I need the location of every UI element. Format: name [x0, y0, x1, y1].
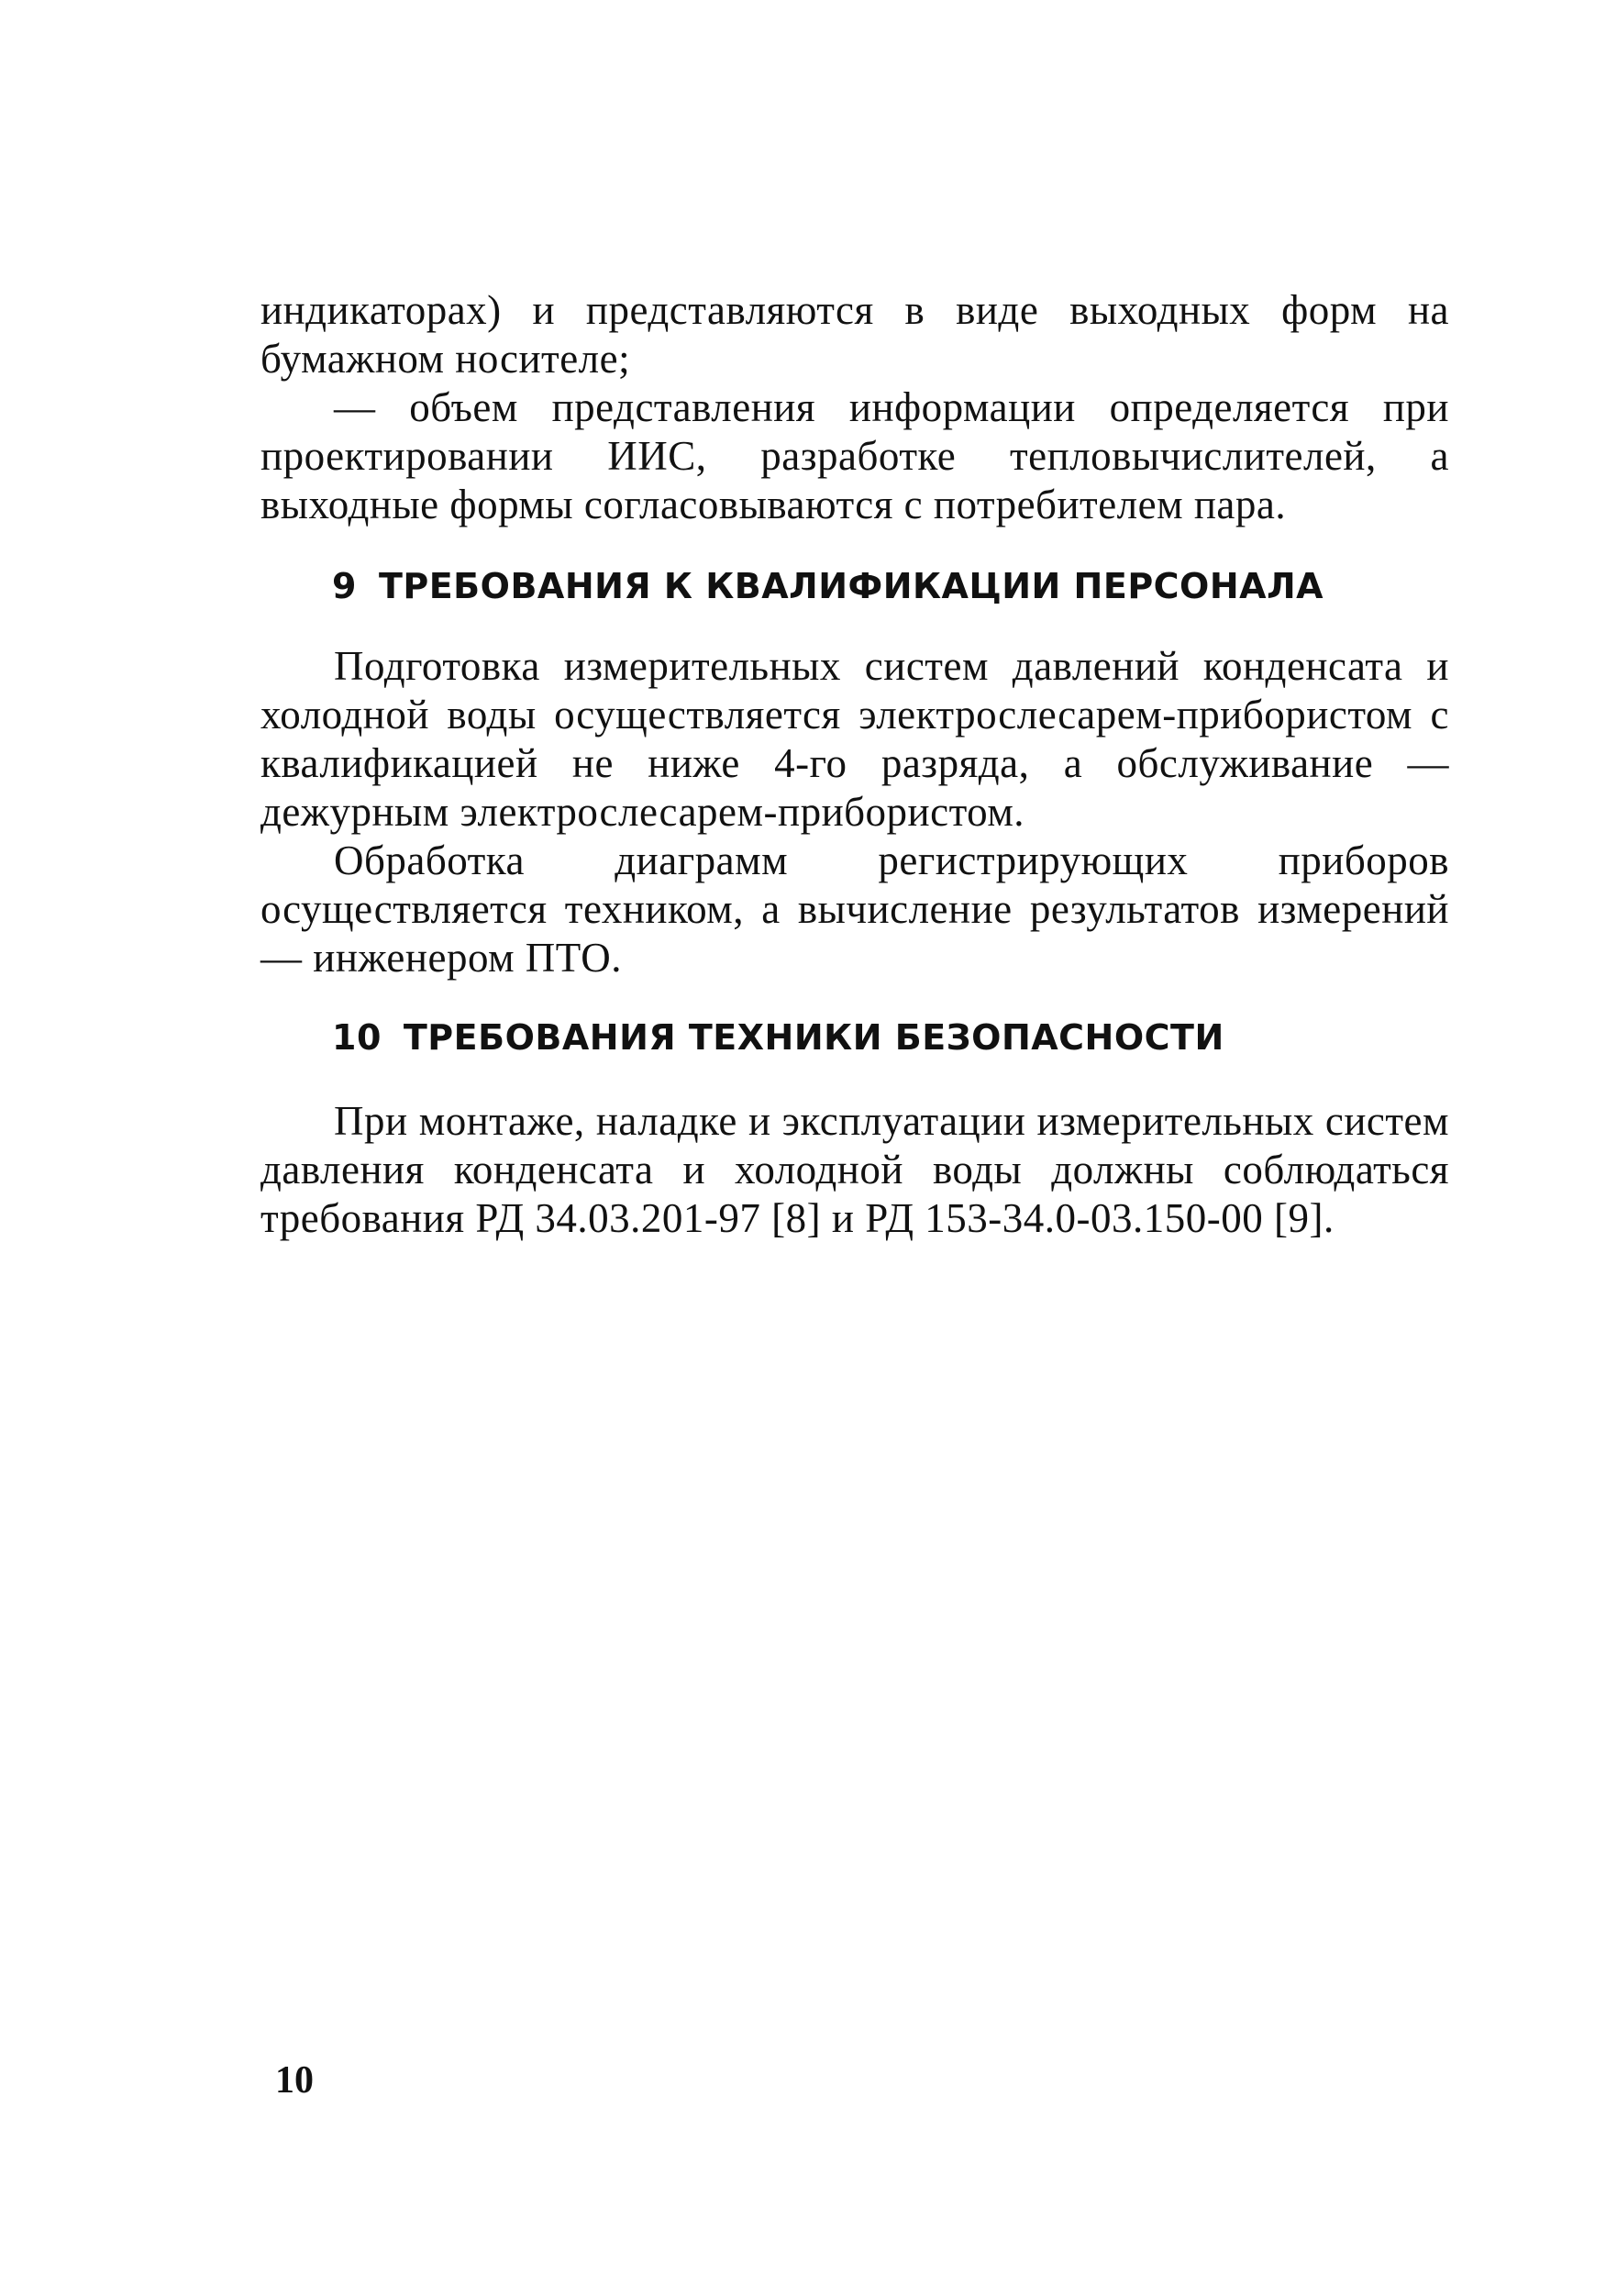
- page-number: 10: [275, 2059, 314, 2102]
- section-10-number: 10: [332, 1017, 382, 1058]
- section-9-paragraph-1: Подготовка измерительных систем давлений конденсата и холодной воды осуществляется электрослесарем-прибористом с квалификацией не ниже 4-го разряда, а обслуживание — дежурным электрослесарем-прибористом.: [260, 643, 1449, 835]
- section-9-paragraph-2: Обработка диаграмм регистрирующих приборов осуществляется техником, а вычисление результатов измерений — инженером ПТО.: [260, 837, 1449, 981]
- section-10-body: [260, 1097, 1449, 1243]
- section-9-title: ТРЕБОВАНИЯ К КВАЛИФИКАЦИИ ПЕРСОНАЛА: [378, 566, 1324, 606]
- list-item-paragraph: — объем представления информации определяется при проектировании ИИС, разработке тепловычислителей, а выходные формы согласовываются с потребителем пара.: [260, 384, 1449, 527]
- section-10-paragraph-1: При монтаже, наладке и эксплуатации измерительных систем давления конденсата и холодной воды должны соблюдаться требования РД 34.03.201-97 [8] и РД 153-34.0-03.150-00 [9].: [260, 1098, 1449, 1241]
- section-9-number: 9: [332, 566, 357, 606]
- section-10-heading: [332, 1016, 1224, 1059]
- continuation-paragraph: индикаторах) и представляются в виде выходных форм на бумажном носителе;: [260, 287, 1449, 382]
- section-9-body: [260, 642, 1449, 982]
- continuation-text: [260, 286, 1449, 529]
- section-9-heading: [332, 565, 1324, 607]
- section-10-title: ТРЕБОВАНИЯ ТЕХНИКИ БЕЗОПАСНОСТИ: [403, 1017, 1224, 1058]
